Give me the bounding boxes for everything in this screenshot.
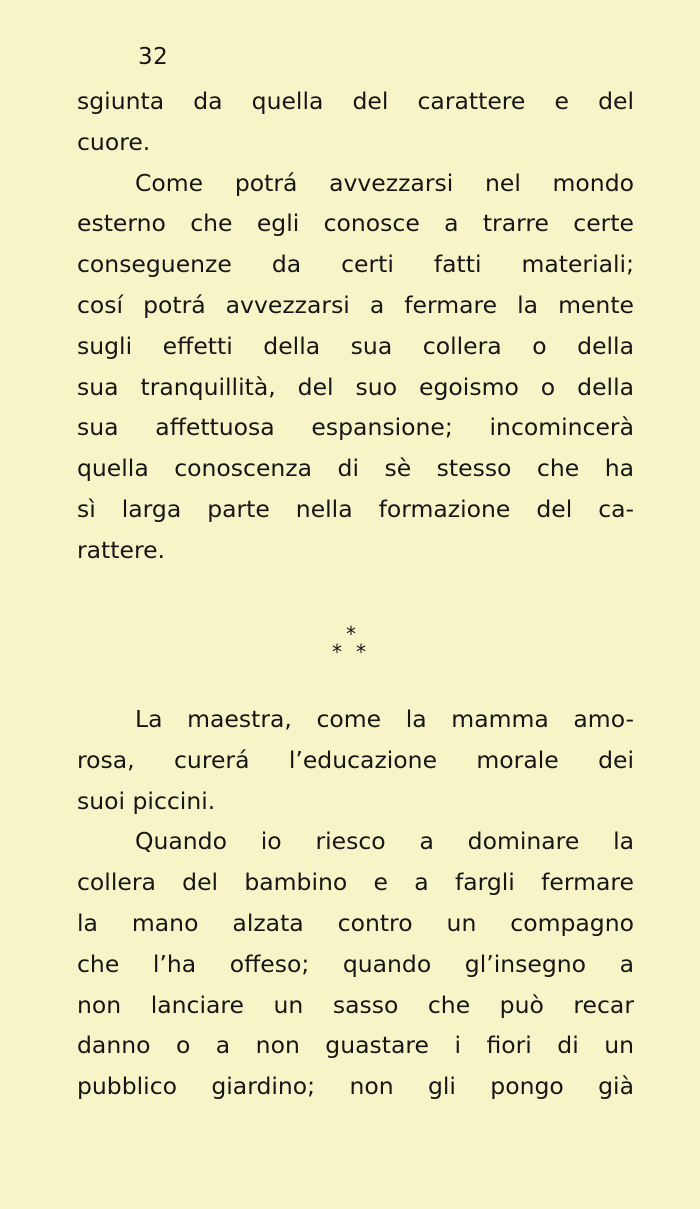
text-line: cuore. [77, 127, 151, 156]
text-line: la mano alzata contro un compagno [77, 908, 634, 937]
text-line: sgiunta da quella del carattere e del [77, 87, 634, 115]
text-line: sugli effetti della sua collera o della [77, 331, 634, 360]
text-line: collera del bambino e a fargli fermare [77, 868, 634, 897]
text-line: quella conoscenza di sè stesso che ha [77, 454, 634, 483]
asterisk: * [356, 640, 366, 664]
text-line: che l’ha offeso; quando gl’insegno a [77, 949, 634, 978]
text-line: sua affettuosa espansione; incomincerà [77, 413, 634, 442]
text-line: non lanciare un sasso che può recar [77, 990, 634, 1019]
paragraph-1 [77, 81, 634, 163]
text-line: danno o a non guastare i fiori di un [77, 1031, 634, 1060]
paragraph-3 [77, 699, 634, 821]
text-line: Quando io riesco a dominare la [135, 827, 634, 856]
text-line: pubblico giardino; non gli pongo già [77, 1072, 634, 1101]
text-line: cosí potrá avvezzarsi a fermare la mente [77, 290, 634, 319]
paragraph-2 [77, 163, 634, 571]
section-2 [77, 699, 634, 1107]
text-line: conseguenze da certi fatti materiali; [77, 250, 634, 279]
text-line: esterno che egli conosce a trarre certe [77, 209, 634, 238]
text-line: sì larga parte nella formazione del ca- [77, 494, 634, 523]
page-number: 32 [138, 44, 169, 70]
text-line: rosa, curerá l’educazione morale dei [77, 745, 634, 774]
asterisk: * [346, 622, 356, 646]
text-line: rattere. [77, 535, 166, 564]
text-line: Come potrá avvezzarsi nel mondo [135, 168, 634, 197]
text-line: suoi piccini. [77, 786, 216, 815]
paragraph-4 [77, 821, 634, 1107]
text-line: La maestra, come la mamma amo- [135, 705, 634, 733]
section-1 [77, 81, 634, 571]
section-divider-asterism [332, 624, 376, 670]
asterisk: * [332, 640, 342, 664]
text-line: sua tranquillità, del suo egoismo o della [77, 372, 634, 401]
